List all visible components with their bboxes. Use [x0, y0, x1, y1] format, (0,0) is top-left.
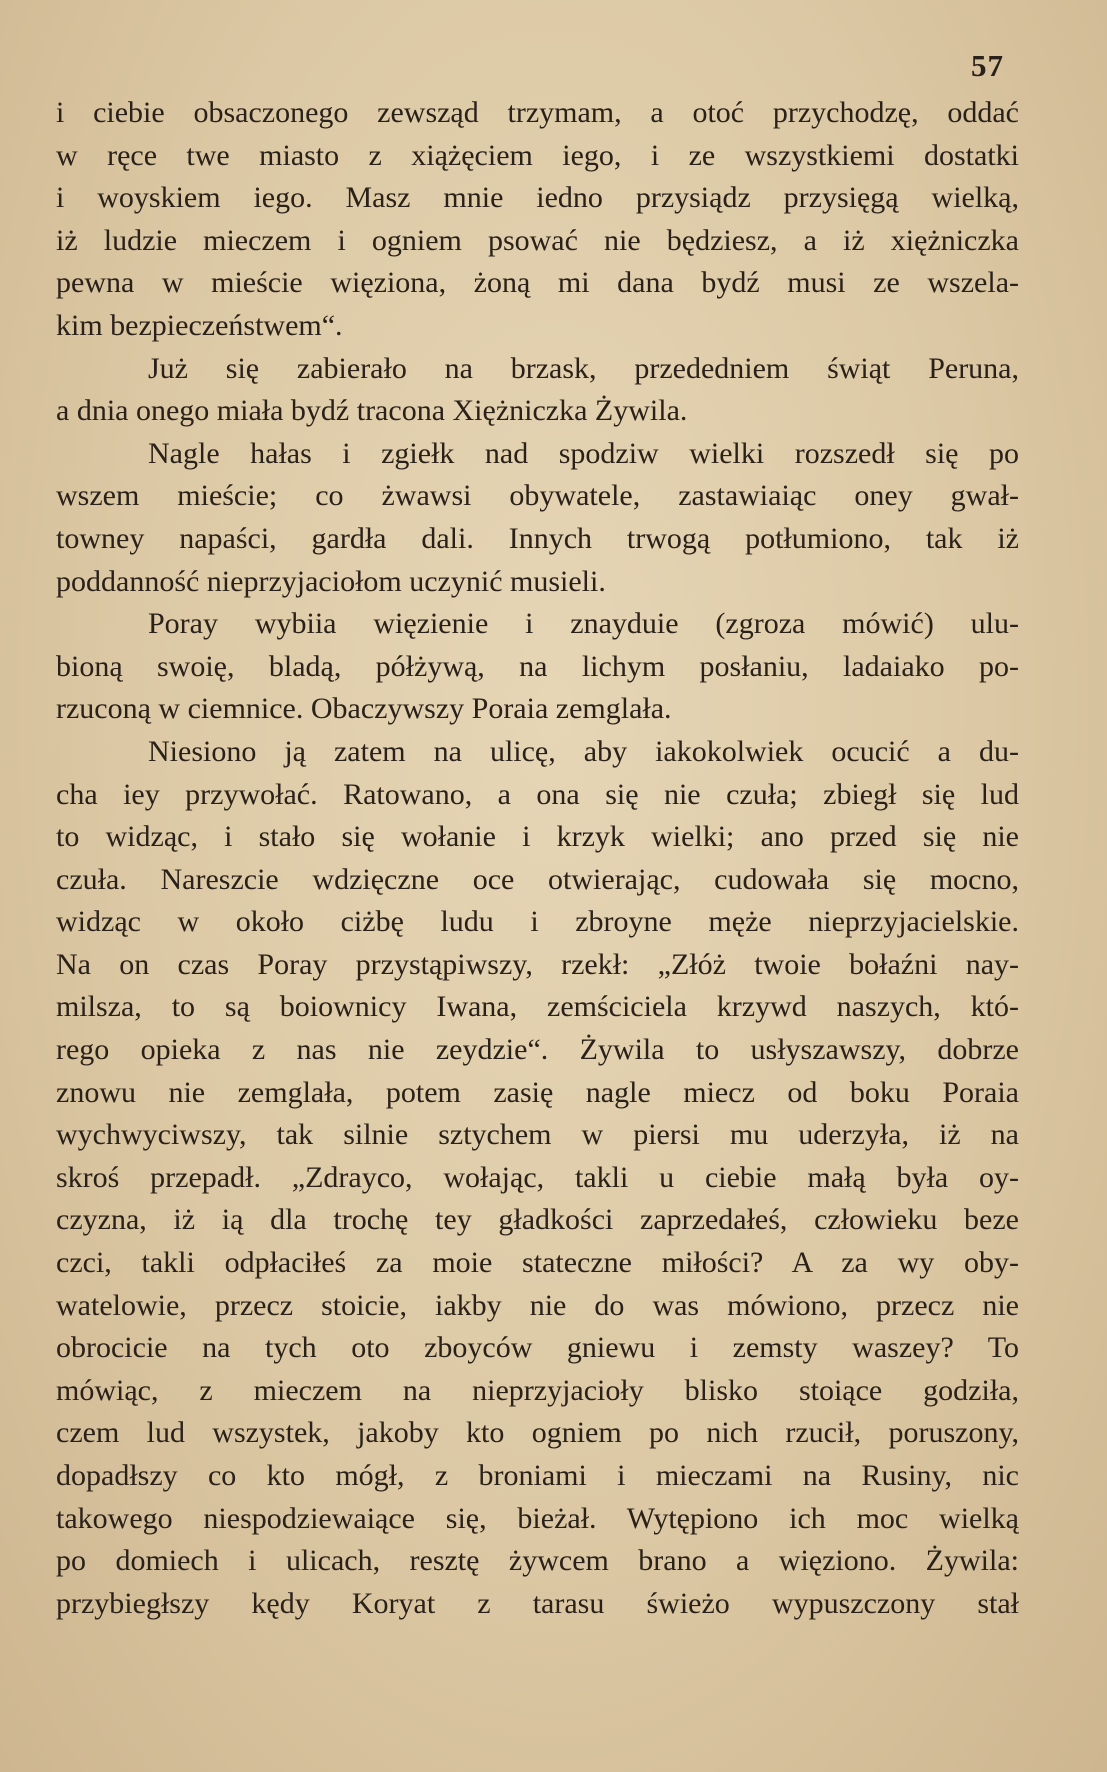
text-line: czyzna, iż ią dla trochę tey gładkości zaprzedałeś, człowieku beze — [56, 1203, 1019, 1237]
text-line: pewna w mieście więziona, żoną mi dana bydź musi ze wszela- — [56, 266, 1019, 300]
text-line: i ciebie obsaczonego zewsząd trzymam, a otoć przychodzę, oddać — [56, 96, 1019, 129]
text-line: znowu nie zemglała, potem zasię nagle miecz od boku Poraia — [56, 1075, 1019, 1109]
text-line: Poray wybiia więzienie i znayduie (zgroza mówić) ulu- — [148, 607, 1019, 641]
page-number: 57 — [971, 48, 1004, 83]
text-line: czci, takli odpłaciłeś za moie stateczne miłości? A za wy oby- — [56, 1246, 1019, 1280]
text-line: rzuconą w ciemnice. Obaczywszy Poraia zemglała. — [56, 692, 672, 726]
text-line: mówiąc, z mieczem na nieprzyjacioły blisko stoiące godziła, — [56, 1373, 1019, 1407]
text-line: towney napaści, gardła dali. Innych trwogą potłumiono, tak iż — [56, 521, 1019, 555]
page-text — [56, 92, 1019, 1625]
text-line: czuła. Nareszcie wdzięczne oce otwierając, cudowała się mocno, — [56, 862, 1019, 896]
text-line: dopadłszy co kto mógł, z broniami i mieczami na Rusiny, nic — [56, 1459, 1019, 1492]
text-line: Nagle hałas i zgiełk nad spodziw wielki rozszedł się po — [148, 436, 1019, 470]
text-line: Na on czas Poray przystąpiwszy, rzekł: „Złóż twoie bołaźni nay- — [56, 947, 1019, 981]
text-line: to widząc, i stało się wołanie i krzyk wielki; ano przed się nie — [56, 820, 1019, 854]
text-line: w ręce twe miasto z xiążęciem iego, i ze wszystkiemi dostatki — [56, 138, 1019, 172]
text-line: Niesiono ją zatem na ulicę, aby iakokolwiek ocucić a du- — [148, 734, 1019, 768]
text-line: rego opieka z nas nie zeydzie“. Żywila to usłyszawszy, dobrze — [56, 1033, 1019, 1067]
text-line: cha iey przywołać. Ratowano, a ona się nie czuła; zbiegł się lud — [56, 777, 1019, 811]
text-line: i woyskiem iego. Masz mnie iedno przysiądz przysięgą wielką, — [56, 181, 1019, 215]
text-line: watelowie, przecz stoicie, iakby nie do was mówiono, przecz nie — [56, 1288, 1019, 1322]
text-line: bioną swoię, bladą, półżywą, na lichym posłaniu, ladaiako po- — [56, 649, 1019, 683]
text-line: obrocicie na tych oto zboyców gniewu i zemsty waszey? To — [56, 1331, 1019, 1365]
text-line: skroś przepadł. „Zdrayco, wołając, takli u ciebie małą była oy- — [56, 1160, 1019, 1194]
text-line: wychwyciwszy, tak silnie sztychem w piersi mu uderzyła, iż na — [56, 1118, 1019, 1152]
text-line: czem lud wszystek, jakoby kto ogniem po nich rzucił, poruszony, — [56, 1416, 1019, 1450]
text-line: widząc w około ciżbę ludu i zbroyne męże nieprzyjacielskie. — [56, 905, 1019, 939]
text-line: poddanność nieprzyjaciołom uczynić musieli. — [56, 564, 606, 598]
text-line: przybiegłszy kędy Koryat z tarasu świeżo wypuszczony stał — [56, 1586, 1019, 1620]
text-line: takowego niespodziewaiące się, bieżał. Wytępiono ich moc wielką — [56, 1501, 1019, 1535]
text-line: kim bezpieczeństwem“. — [56, 308, 343, 342]
text-line: milsza, to są boiownicy Iwana, zemściciela krzywd naszych, któ- — [56, 990, 1019, 1024]
text-line: wszem mieście; co żwawsi obywatele, zastawiaiąc oney gwał- — [56, 479, 1019, 513]
text-line: iż ludzie mieczem i ogniem psować nie będziesz, a iż xiężniczka — [56, 223, 1019, 257]
text-line: Już się zabierało na brzask, przededniem świąt Peruna, — [148, 351, 1019, 385]
text-line: po domiech i ulicach, resztę żywcem brano a więziono. Żywila: — [56, 1544, 1019, 1578]
text-line: a dnia onego miała bydź tracona Xiężniczka Żywila. — [56, 394, 688, 428]
